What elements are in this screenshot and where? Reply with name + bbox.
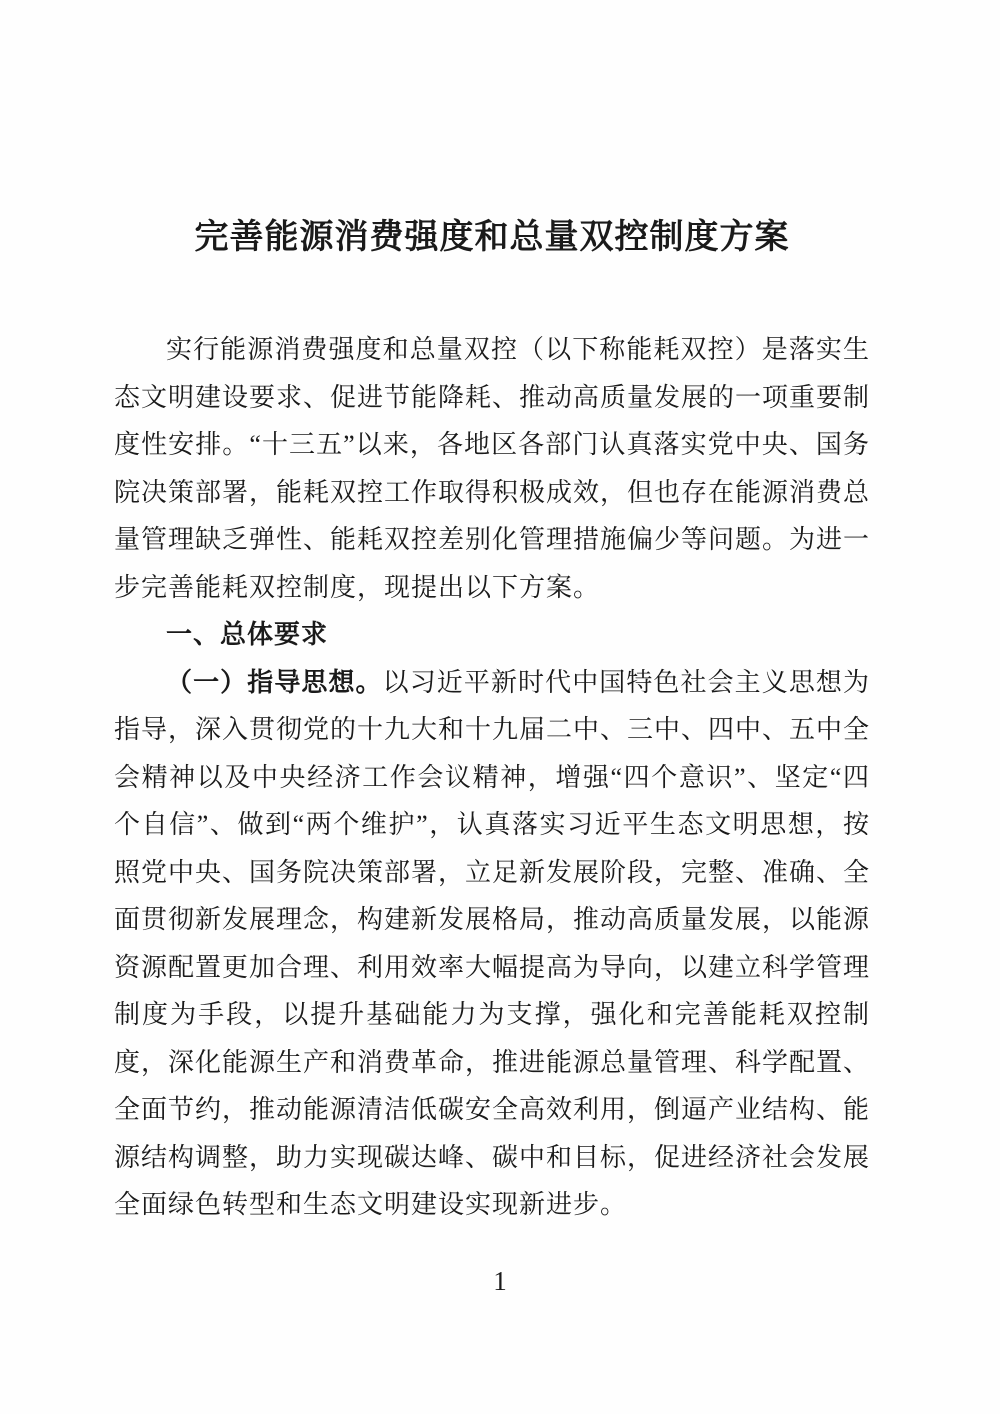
intro-paragraph: 实行能源消费强度和总量双控（以下称能耗双控）是落实生态文明建设要求、促进节能降耗、推动高质量发展的一项重要制度性安排。“十三五”以来，各地区各部门认真落实党中央、国务院决策部署，能耗双控工作取得积极成效，但也存在能源消费总量管理缺乏弹性、能耗双控差别化管理措施偏少等问题。为进一步完善能耗双控制度，现提出以下方案。 [114,335,871,602]
section-heading-overall-requirements: 一、总体要求 [166,619,329,649]
page-number: 1 [493,1266,507,1296]
document-title: 完善能源消费强度和总量双控制度方案 [194,219,790,256]
guiding-ideology-paragraph [114,659,870,1229]
guiding-ideology-lead: （一）指导思想。 [166,667,383,697]
guiding-ideology-text: 以习近平新时代中国特色社会主义思想为指导，深入贯彻党的十九大和十九届二中、三中、四中、五中全会精神以及中央经济工作会议精神，增强“四个意识”、坚定“四个自信”、做到“两个维护”，认真落实习近平生态文明思想，按照党中央、国务院决策部署，立足新发展阶段，完整、准确、全面贯彻新发展理念，构建新发展格局，推动高质量发展，以能源资源配置更加合理、利用效率大幅提高为导向，以建立科学管理制度为手段，以提升基础能力为支撑，强化和完善能耗双控制度，深化能源生产和消费革命，推进能源总量管理、科学配置、全面节约，推动能源清洁低碳安全高效利用，倒逼产业结构、能源结构调整，助力实现碳达峰、碳中和目标，促进经济社会发展全面绿色转型和生态文明建设实现新进步。 [114,667,871,1219]
document-content [114,0,870,1229]
